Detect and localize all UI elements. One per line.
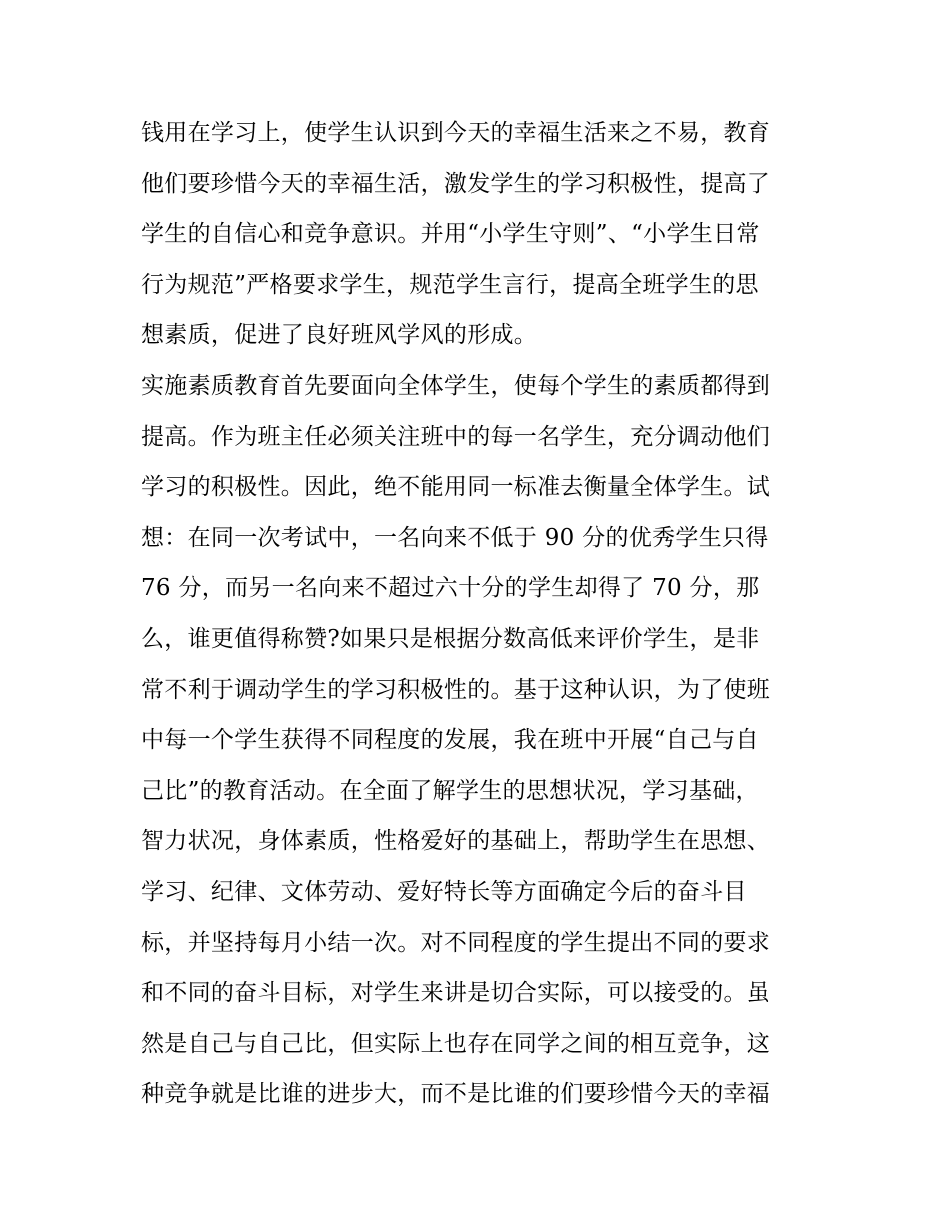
text-line: 和不同的奋斗目标，对学生来讲是切合实际，可以接受的。虽 bbox=[141, 980, 771, 1007]
text-line: 钱用在学习上，使学生认识到今天的幸福生活来之不易，教育 bbox=[141, 120, 771, 146]
text-line: 学习、纪律、文体劳动、爱好特长等方面确定今后的奋斗目 bbox=[141, 878, 747, 905]
text-line: 行为规范”严格要求学生，规范学生言行，提高全班学生的思 bbox=[141, 271, 759, 298]
text-line: 他们要珍惜今天的幸福生活，激发学生的学习积极性，提高了 bbox=[141, 170, 771, 197]
text-line: 己比”的教育活动。在全面了解学生的思想状况，学习基础， bbox=[141, 777, 759, 804]
text-line: 然是自己与自己比，但实际上也存在同学之间的相互竞争，这 bbox=[141, 1030, 771, 1057]
text-line: 学习的积极性。因此，绝不能用同一标准去衡量全体学生。试 bbox=[141, 474, 771, 501]
text-line: 么，谁更值得称赞?如果只是根据分数高低来评价学生，是非 bbox=[141, 625, 760, 652]
text-line: 实施素质教育首先要面向全体学生，使每个学生的素质都得到 bbox=[141, 372, 771, 399]
text-line: 标，并坚持每月小结一次。对不同程度的学生提出不同的要求 bbox=[141, 929, 771, 956]
text-line: 智力状况，身体素质，性格爱好的基础上，帮助学生在思想、 bbox=[141, 828, 771, 855]
text-line: 种竞争就是比谁的进步大，而不是比谁的们要珍惜今天的幸福 bbox=[141, 1081, 771, 1108]
text-line: 想：在同一次考试中，一名向来不低于 90 分的优秀学生只得 bbox=[141, 524, 769, 551]
text-line: 中每一个学生获得不同程度的发展，我在班中开展“自己与自 bbox=[141, 727, 759, 754]
text-line: 常不利于调动学生的学习积极性的。基于这种认识，为了使班 bbox=[141, 676, 771, 703]
text-line: 提高。作为班主任必须关注班中的每一名学生，充分调动他们 bbox=[141, 423, 771, 450]
body-text bbox=[141, 108, 821, 1120]
text-line: 76 分，而另一名向来不超过六十分的学生却得了 70 分，那 bbox=[141, 575, 760, 602]
text-line: 想素质，促进了良好班风学风的形成。 bbox=[141, 322, 538, 349]
text-line: 学生的自信心和竞争意识。并用“小学生守则”、“小学生日常 bbox=[141, 221, 760, 248]
